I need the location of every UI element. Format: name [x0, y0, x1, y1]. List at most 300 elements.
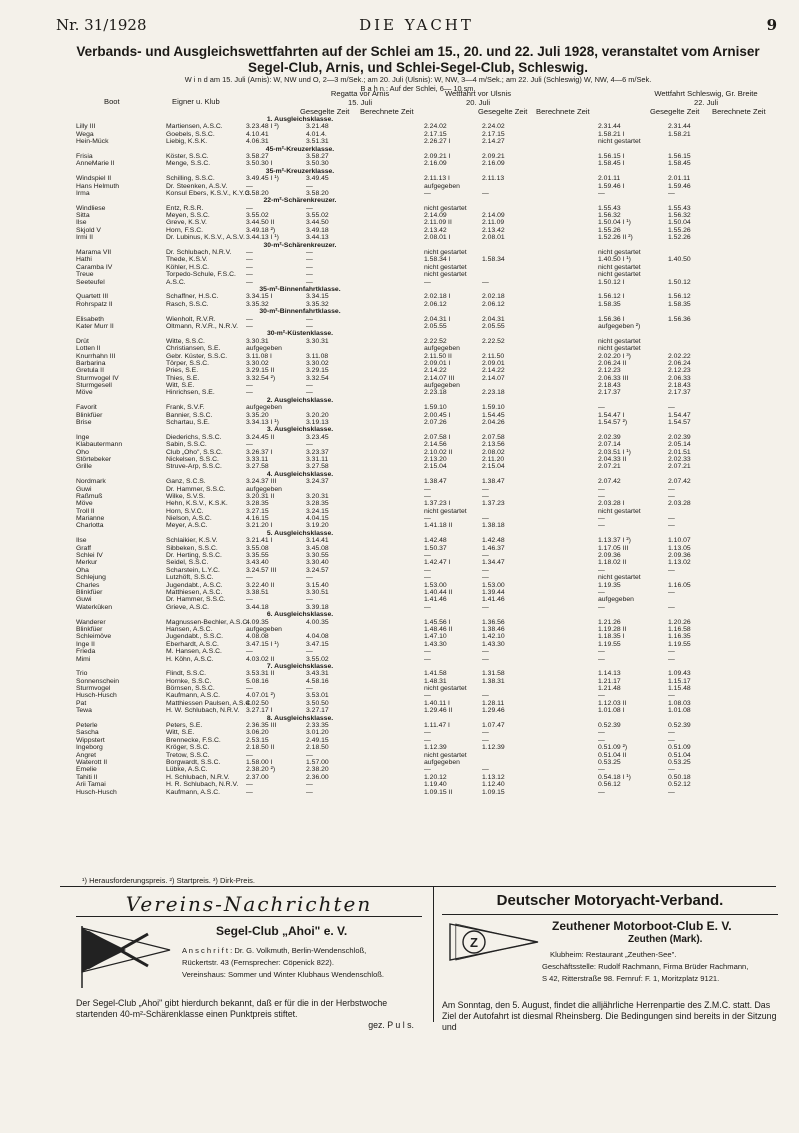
column-gap [360, 656, 418, 663]
race3-sailed-time: 2.03.28 I [598, 500, 625, 508]
column-gap [360, 323, 418, 330]
column-gap [532, 301, 592, 308]
race1-corrected-time: 3.15.40 [306, 581, 329, 589]
race1-corrected-time: 4.58.16 [306, 677, 329, 685]
race2-sailed-time: 2.00.45 I [424, 411, 451, 419]
race3-corrected-time: 2.02.33 [668, 455, 691, 463]
race1-corrected-time: 3.24.15 [306, 507, 329, 515]
boat-name: Skjold V [76, 226, 101, 234]
race2-corrected-time: — [482, 485, 489, 493]
owner-club: A.S.C. [166, 278, 186, 286]
race3-sailed-time: 1.55.26 [598, 226, 621, 234]
race1-corrected-time: 3.14.41 [306, 537, 329, 545]
owner-club: Schaffner, H.S.C. [166, 293, 219, 301]
race2-sailed-time: 1.19.40 [424, 781, 447, 789]
race2-sailed-time: — [424, 278, 431, 286]
race3-sailed-time: 1.19.35 [598, 581, 621, 589]
race1-corrected-time: — [306, 389, 313, 397]
owner-club: Menge, S.S.C. [166, 160, 211, 168]
race2-corrected-time: — [482, 736, 489, 744]
race2-corrected-time: — [482, 278, 489, 286]
column-gap [532, 434, 592, 441]
race1-sailed-time: — [246, 751, 253, 759]
owner-club: Greve, K.S.V. [166, 219, 207, 227]
owner-club: Hornke, S.S.C. [166, 677, 212, 685]
race3-sailed-time: 1.50.04 I ¹) [598, 219, 631, 227]
column-gap [532, 559, 592, 566]
race3-sailed-time: — [598, 692, 605, 700]
race2-berechnete-header: Berechnete Zeit [536, 107, 590, 116]
race1-corrected-time: 2.38.20 [306, 766, 329, 774]
race1-sailed-time: — [246, 278, 253, 286]
column-gap [532, 759, 592, 766]
wind-line: W i n d am 15. Juli (Arnis): W, NW und O, 2—3 m/Sek.; am 20. Juli (Ulsnis): W, NW, 3—4 m/Sek.; am 22. Juli (Schleswig) W, NW, 4—6 m/Sek. [184, 75, 652, 84]
owner-club: Hehn, K.S.V., K.S.K. [166, 500, 228, 508]
race2-sailed-time: 2.14.09 [424, 212, 447, 220]
race3-corrected-time: 0.53.25 [668, 758, 691, 766]
boat-name: Grille [76, 463, 92, 471]
race1-sailed-time: 3.49.45 I ¹) [246, 175, 279, 183]
race2-sailed-time: 2.11.50 II [424, 352, 452, 360]
owner-club: Konsul Ebers, K.S.V., K.Y.C. [166, 189, 252, 197]
race2-corrected-time: 1.58.34 [482, 256, 505, 264]
owner-club: Köhler, H.S.C. [166, 263, 210, 271]
boat-name: Sturmvogel IV [76, 374, 119, 382]
race2-corrected-time: 2.13.42 [482, 226, 505, 234]
column-gap [360, 522, 418, 529]
race3-sailed-time: 1.21.17 [598, 677, 621, 685]
race3-sailed-time: 1.58.35 [598, 300, 621, 308]
class-row-spacer [360, 116, 720, 123]
race3-gesegelte-header: Gesegelte Zeit [650, 107, 700, 116]
race1-corrected-time: 2.49.15 [306, 736, 329, 744]
race3-sailed-time: — [598, 566, 605, 574]
race3-corrected-time: 1.50.04 [668, 219, 691, 227]
ahoi-address-3: Vereinshaus: Sommer und Winter Klubhaus Wendenschloß. [182, 970, 385, 979]
race3-sailed-time: 2.04.33 II [598, 455, 627, 463]
race3-corrected-time: 0.50.18 [668, 773, 691, 781]
race2-sailed-time: — [424, 492, 431, 500]
race3-sailed-time: 1.17.05 III [598, 544, 629, 552]
column-gap [532, 692, 592, 699]
race3-sailed-time: 1.40.50 I ¹) [598, 256, 631, 264]
race1-sailed-time: — [246, 271, 253, 279]
owner-club: Oltmann, R.V.R., N.R.V. [166, 322, 239, 330]
race1-sailed-time: 3.29.15 II [246, 367, 275, 375]
column-gap [360, 493, 418, 500]
column-gap [532, 744, 592, 751]
owner-club: M. Hansen, A.S.C. [166, 648, 222, 656]
zeuthen-announcement: Am Sonntag, den 5. August, findet die alljährliche Herrenpartie des Z.M.C. statt. Das Ziel der Autofahrt ist diesmal Rheinsberg. Die Bedingungen sind bereits in der Sitzung und [442, 1000, 777, 1032]
owner-club: Dr. Herting, S.S.C. [166, 552, 222, 560]
race2-sailed-time: aufgegeben [424, 382, 460, 390]
race1-corrected-time: — [306, 271, 313, 279]
boat-name: Störtebeker [76, 455, 112, 463]
boat-name: Hein-Mück [76, 138, 109, 146]
race2-corrected-time: 1.46.37 [482, 544, 505, 552]
boat-name: Sitta [76, 212, 90, 220]
race1-sailed-time: 2.18.50 II [246, 744, 275, 752]
zeuthen-clubhouse: Klubheim: Restaurant „Zeuthen-See". [550, 950, 677, 959]
column-gap [360, 404, 418, 411]
race2-corrected-time: — [482, 692, 489, 700]
race2-corrected-time: 1.12.39 [482, 744, 505, 752]
race3-corrected-time: 2.02.39 [668, 433, 691, 441]
race1-sailed-time: 2.53.15 [246, 736, 269, 744]
race2-corrected-time: 1.38.31 [482, 677, 505, 685]
race1-sailed-time: 3.23.48 I ²) [246, 123, 279, 131]
race3-sailed-time: 2.03.51 I ¹) [598, 448, 631, 456]
race2-gesegelte-header: Gesegelte Zeit [478, 107, 528, 116]
race2-corrected-time: 2.11.09 [482, 219, 505, 227]
boat-name: Knurrhahn III [76, 352, 116, 360]
results-grid [76, 116, 776, 796]
column-gap [360, 596, 418, 603]
race3-sailed-time: nicht gestartet [598, 507, 641, 515]
owner-club: Dr. Hammer, S.S.C. [166, 596, 226, 604]
race3-corrected-time: 1.58.45 [668, 160, 691, 168]
race1-corrected-time: 3.49.18 [306, 226, 329, 234]
column-gap [532, 353, 592, 360]
col-header-race3 [636, 90, 776, 107]
column-gap [532, 537, 592, 544]
race1-date: 15. Juli [347, 97, 373, 107]
race2-corrected-time [476, 759, 532, 766]
motoryacht-verband [442, 886, 778, 1032]
race1-sailed-time: 2.38.20 ²) [246, 766, 276, 774]
race1-sailed-time: 3.35.32 [246, 300, 269, 308]
race3-sailed-time: nicht gestartet [598, 345, 641, 353]
boat-name: Blinkfüer [76, 411, 103, 419]
race1-corrected-time: — [306, 596, 313, 604]
owner-club: Club „Oho", S.S.C. [166, 448, 223, 456]
race1-sailed-time: 1.58.00 I [246, 758, 273, 766]
race2-sailed-time: nicht gestartet [424, 507, 467, 515]
race1-sailed-time: — [246, 389, 253, 397]
owner-club: Horn, F.S.C. [166, 226, 204, 234]
race1-sailed-time: 3.21.41 I [246, 537, 273, 545]
owner-club: H. Köhn, A.S.C. [166, 655, 214, 663]
column-gap [360, 249, 418, 256]
owner-club: Sabin, S.S.C. [166, 441, 207, 449]
race1-sailed-time: — [246, 322, 253, 330]
race2-corrected-time [476, 249, 532, 256]
column-gap [532, 367, 592, 374]
race1-corrected-time: 3.51.31 [306, 138, 329, 146]
race3-corrected-time: 2.07.21 [668, 463, 691, 471]
race2-sailed-time: 2.02.18 I [424, 293, 451, 301]
race1-corrected-time: — [306, 322, 313, 330]
owner-club: Scharstein, L.Y.C. [166, 566, 220, 574]
race2-corrected-time: 2.09.21 [482, 152, 505, 160]
column-gap [360, 456, 418, 463]
column-gap [532, 175, 592, 182]
race1-sailed-time: 3.27.15 [246, 507, 269, 515]
race2-sailed-time: 2.13.20 [424, 455, 447, 463]
race3-sailed-time: 2.06.33 III [598, 374, 629, 382]
boat-name: Elisabeth [76, 315, 104, 323]
column-gap [532, 486, 592, 493]
column-gap [360, 759, 418, 766]
owner-club: Ganz, S.C.S. [166, 478, 206, 486]
owner-club: Hansen, A.S.C. [166, 625, 213, 633]
race3-corrected-time: 1.56.36 [668, 315, 691, 323]
race3-corrected-time: — [668, 189, 675, 197]
column-gap [532, 678, 592, 685]
race1-sailed-time: — [246, 596, 253, 604]
race1-sailed-time: 3.30.02 [246, 359, 269, 367]
column-gap [360, 212, 418, 219]
class-row-spacer [76, 426, 240, 433]
boat-name: Wega [76, 130, 94, 138]
boat-name: Schlejung [76, 574, 106, 582]
title-line-1: Verbands- und Ausgleichswettfahrten auf der Schlei am 15., 20. und 22. Juli 1928, veranstaltet vom Arniser [76, 44, 760, 59]
boat-name: Charlotta [76, 522, 104, 530]
race1-sailed-time: 3.30.31 [246, 337, 269, 345]
race2-sailed-time: 1.09.15 II [424, 788, 453, 796]
ahoi-address-1: A n s c h r i f t : Dr. G. Volkmuth, Berlin-Wendenschloß, [182, 946, 367, 955]
race1-sailed-time: — [246, 648, 253, 656]
race1-sailed-time: — [246, 788, 253, 796]
race1-corrected-time: 4.04.15 [306, 515, 329, 523]
race3-sailed-time: 1.13.37 I ²) [598, 537, 631, 545]
boat-name: Arii Tamai [76, 781, 106, 789]
race1-sailed-time: 3.20.31 II [246, 492, 275, 500]
column-gap [360, 789, 418, 796]
race1-corrected-time: 3.01.20 [306, 729, 329, 737]
race2-date: 20. Juli [465, 97, 491, 107]
race3-sailed-time: 2.02.20 I ³) [598, 352, 631, 360]
boat-name: Blinkfüer [76, 589, 103, 596]
race3-sailed-time: — [598, 655, 605, 663]
column-gap [360, 131, 418, 138]
race3-sailed-time: 1.19.55 [598, 640, 621, 648]
race1-corrected-time: 3.44.50 [306, 219, 329, 227]
race3-sailed-time: 0.54.18 I ¹) [598, 773, 631, 781]
race3-corrected-time: — [668, 566, 675, 574]
column-gap [532, 656, 592, 663]
column-gap [532, 641, 592, 648]
owner-club: Dr. Steenken, A.S.V. [166, 182, 228, 190]
race2-sailed-time: 2.06.12 [424, 300, 447, 308]
race3-corrected-time: 1.10.07 [668, 537, 691, 545]
owner-club: Liebig, K.S.K. [166, 138, 208, 146]
race2-sailed-time: — [424, 766, 431, 774]
ahoi-announcement: Der Segel-Club „Ahoi" gibt hierdurch bekannt, daß er für die in der Herbstwoche startenden 40-m²-Schärenklasse einen Punktpreis stiftet. [76, 998, 388, 1019]
boat-name: Trio [76, 670, 88, 678]
boat-name: Waterküken [76, 603, 113, 611]
race3-corrected-time: 2.17.37 [668, 389, 691, 397]
boat-name: Treue [76, 271, 94, 279]
col-header-race2 [420, 90, 536, 107]
race2-sailed-time: 2.17.15 [424, 130, 447, 138]
column-gap [532, 508, 592, 515]
owner-club: Pries, S.E. [166, 367, 199, 375]
race2-sailed-time: 2.26.27 I [424, 138, 451, 146]
column-gap [360, 227, 418, 234]
race1-sailed-time: aufgegeben [246, 404, 282, 412]
class-row-spacer [360, 663, 720, 670]
owner-club: Dr. Lubinus, K.S.V., A.S.V. [166, 234, 245, 242]
column-gap [532, 766, 592, 773]
class-row-spacer [360, 146, 720, 153]
race3-sailed-time: 2.06.24 II [598, 359, 627, 367]
race1-corrected-time: — [306, 263, 313, 271]
race3-sailed-time: 1.18.02 II [598, 559, 627, 567]
class-heading: 3. Ausgleichsklasse. [266, 426, 334, 434]
owner-club: Köster, S.S.C. [166, 152, 209, 160]
race2-sailed-time: 1.59.10 [424, 404, 447, 412]
boat-name: Waterott II [76, 758, 108, 766]
race2-corrected-time: 1.31.58 [482, 670, 505, 678]
race2-sailed-time: 2.16.09 [424, 160, 447, 168]
results-table [76, 116, 776, 882]
race1-corrected-time: 3.32.54 [306, 374, 329, 382]
race3-sailed-time: 0.51.09 ²) [598, 744, 628, 752]
race3-corrected-time: 1.55.43 [668, 204, 691, 212]
race2-sailed-time: nicht gestartet [424, 249, 467, 257]
race2-corrected-time: — [482, 655, 489, 663]
column-gap [532, 131, 592, 138]
race2-sailed-time: 2.11.13 I [424, 175, 450, 183]
zeuthen-location: Zeuthen (Mark). [628, 934, 703, 945]
boat-name: Mimi [76, 655, 91, 663]
race3-sailed-time: nicht gestartet [598, 249, 641, 257]
race3-berechnete-header: Berechnete Zeit [712, 107, 766, 116]
boat-name: Irma [76, 189, 90, 197]
column-gap [360, 205, 418, 212]
owner-club: Jugendabt., A.S.C. [166, 581, 223, 589]
race2-corrected-time: 2.14.27 [482, 138, 505, 146]
race1-sailed-time: 4.10.41 [246, 130, 269, 138]
race1-corrected-time: 3.45.08 [306, 544, 329, 552]
column-gap [532, 781, 592, 788]
class-row-spacer [360, 330, 720, 337]
race3-corrected-time: — [668, 692, 675, 700]
race3-corrected-time: 1.16.05 [668, 581, 691, 589]
column-gap [532, 545, 592, 552]
race2-sailed-time: 2.22.52 [424, 337, 447, 345]
race2-corrected-time: 1.28.11 [482, 699, 505, 707]
race1-sailed-time: 3.24.45 II [246, 433, 275, 441]
column-gap [360, 190, 418, 197]
race3-sailed-time: aufgegeben [598, 596, 634, 604]
race3-corrected-time: 1.13.02 [668, 559, 691, 567]
race1-sailed-time: — [246, 685, 253, 693]
race3-sailed-time: 2.07.14 [598, 441, 621, 449]
column-gap [532, 633, 592, 640]
class-row-spacer [76, 146, 240, 153]
owner-club: Grieve, A.S.C. [166, 603, 210, 611]
column-gap [360, 670, 418, 677]
class-row-spacer [76, 715, 240, 722]
race3-corrected-time: 0.51.04 [668, 751, 691, 759]
column-gap [532, 478, 592, 485]
column-gap [532, 249, 592, 256]
race3-corrected-time [662, 338, 720, 345]
owner-club: Sibbeken, S.S.C. [166, 544, 218, 552]
race3-corrected-time: 2.06.24 [668, 359, 691, 367]
column-gap [360, 389, 418, 396]
boat-name: Frisia [76, 152, 93, 160]
race1-corrected-time: 3.27.58 [306, 463, 329, 471]
race2-corrected-time: 2.11.13 [482, 175, 505, 183]
column-gap [532, 596, 592, 603]
column-gap [360, 338, 418, 345]
race1-sailed-time: 3.58.27 [246, 152, 269, 160]
race3-corrected-time: 2.12.23 [668, 367, 691, 375]
race3-corrected-time: 1.13.05 [668, 544, 691, 552]
race2-corrected-time: 1.39.44 [482, 589, 505, 596]
race2-sailed-time: 1.43.30 [424, 640, 447, 648]
race1-corrected-time: 3.20.31 [306, 492, 329, 500]
race2-sailed-time: 1.53.00 [424, 581, 447, 589]
boat-name: Husch-Husch [76, 788, 117, 796]
race2-corrected-time: 2.22.52 [482, 337, 505, 345]
column-gap [360, 175, 418, 182]
race2-corrected-time: 1.13.12 [482, 773, 505, 781]
race3-sailed-time: nicht gestartet [598, 574, 641, 582]
boat-name: Hathi [76, 256, 92, 264]
race1-corrected-time: 3.49.45 [306, 175, 329, 183]
race3-sailed-time: 2.01.11 [598, 175, 621, 183]
race3-corrected-time: 2.31.44 [668, 123, 691, 131]
race1-corrected-time: 3.28.35 [306, 500, 329, 508]
race1-corrected-time: 3.30.51 [306, 589, 329, 596]
column-gap [532, 123, 592, 130]
class-row-spacer [76, 530, 240, 537]
race1-corrected-time [300, 345, 360, 352]
race2-sailed-time: nicht gestartet [424, 204, 467, 212]
class-heading: 8. Ausgleichsklasse. [266, 714, 334, 722]
race1-corrected-time: 3.30.55 [306, 552, 329, 560]
race3-corrected-time: 1.56.15 [668, 152, 691, 160]
race2-corrected-time: 1.38.46 [482, 625, 505, 633]
race1-sailed-time: — [246, 781, 253, 789]
race2-sailed-time: aufgegeben [424, 758, 460, 766]
column-gap [360, 552, 418, 559]
column-gap [532, 279, 592, 286]
column-gap [360, 619, 418, 626]
race1-sailed-time: — [246, 574, 253, 582]
race3-sailed-time: nicht gestartet [598, 337, 641, 345]
race1-sailed-time: 5.08.16 [246, 677, 269, 685]
boat-name: Klabautermann [76, 441, 123, 449]
race3-sailed-time: — [598, 404, 605, 412]
boat-name: Rohrspatz II [76, 300, 113, 308]
race1-corrected-time: 2.18.50 [306, 744, 329, 752]
race1-corrected-time: 3.35.32 [306, 300, 329, 308]
column-gap [532, 522, 592, 529]
boat-name: Gretula II [76, 367, 104, 375]
race1-corrected-time: 2.36.00 [306, 773, 329, 781]
owner-club: Thede, K.S.V. [166, 256, 208, 264]
class-heading: 30-m²-Küstenklasse. [266, 330, 334, 338]
race1-sailed-time: aufgegeben [246, 485, 282, 493]
boat-name: Charles [76, 581, 100, 589]
race1-sailed-time: — [246, 263, 253, 271]
race3-corrected-time [662, 138, 720, 145]
class-heading: 4. Ausgleichsklasse. [266, 470, 334, 478]
column-gap [360, 604, 418, 611]
class-row-spacer [360, 286, 720, 293]
race2-sailed-time: — [424, 692, 431, 700]
column-gap [532, 345, 592, 352]
column-gap [532, 582, 592, 589]
owner-club: Kaufmann, A.S.C. [166, 692, 221, 700]
owner-club: Dr. Schlubach, N.R.V. [166, 249, 232, 257]
boat-name: Windliese [76, 204, 106, 212]
